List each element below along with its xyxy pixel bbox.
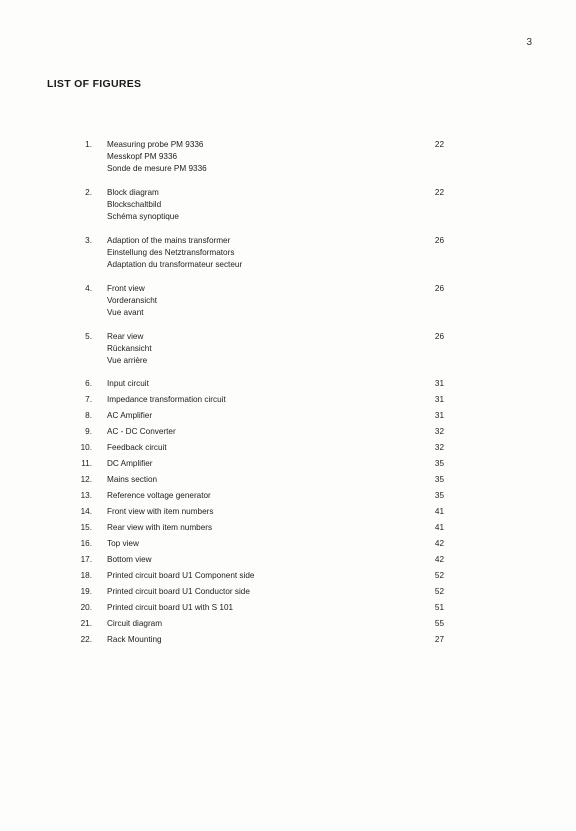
figure-caption-line: Vue avant [107, 308, 144, 317]
figure-caption-line: Measuring probe PM 9336 [107, 140, 204, 149]
figure-caption [107, 235, 407, 271]
figure-page-number: 26 [434, 284, 444, 293]
figure-caption [107, 426, 407, 438]
figure-caption [107, 570, 407, 582]
figure-page-number: 52 [434, 587, 444, 596]
figure-page-number: 32 [434, 443, 444, 452]
figure-page-number: 32 [434, 427, 444, 436]
figure-caption [107, 458, 407, 470]
figure-number: 8. [85, 411, 92, 420]
figure-caption-line: Front view [107, 284, 145, 293]
figure-page-number: 41 [434, 523, 444, 532]
figure-caption [107, 331, 407, 367]
figure-caption [107, 490, 407, 502]
figure-caption-line: Vue arrière [107, 356, 148, 365]
figure-caption [107, 410, 407, 422]
figure-caption-line: Impedance transformation circuit [107, 395, 226, 404]
figure-caption-line: Circuit diagram [107, 619, 163, 628]
figure-caption-line: Vorderansicht [107, 296, 158, 305]
figure-number: 16. [80, 539, 92, 548]
figure-page-number: 22 [434, 140, 444, 149]
figure-caption [107, 187, 407, 223]
figure-number: 4. [85, 284, 92, 293]
figure-caption-line: Einstellung des Netztransformators [107, 248, 235, 257]
figure-caption-line: Blockschaltbild [107, 200, 162, 209]
figure-caption-line: Block diagram [107, 188, 159, 197]
figure-page-number: 26 [434, 236, 444, 245]
figure-caption-line: AC - DC Converter [107, 427, 176, 436]
figure-page-number: 31 [434, 379, 444, 388]
figure-number: 7. [85, 395, 92, 404]
figure-number: 12. [80, 475, 92, 484]
figure-caption-line: Schéma synoptique [107, 212, 179, 221]
figure-caption [107, 618, 407, 630]
figure-number: 20. [80, 603, 92, 612]
figure-number: 11. [81, 459, 92, 468]
figure-caption-line: Printed circuit board U1 Conductor side [107, 587, 250, 596]
figure-caption [107, 586, 407, 598]
figure-page-number: 31 [434, 395, 444, 404]
figure-caption-line: Printed circuit board U1 Component side [107, 571, 255, 580]
figure-number: 5. [85, 332, 92, 341]
figure-caption-line: Rear view [107, 332, 144, 341]
figure-page-number: 26 [434, 332, 444, 341]
figure-caption-line: Mains section [107, 475, 158, 484]
figure-caption-line: Rear view with item numbers [107, 523, 213, 532]
figure-number: 19. [80, 587, 92, 596]
figure-number: 15. [80, 523, 92, 532]
figure-caption [107, 139, 407, 175]
figure-number: 14. [80, 507, 92, 516]
figure-number: 21. [80, 619, 92, 628]
page-number: 3 [526, 37, 532, 48]
figure-caption [107, 378, 407, 390]
figure-caption-line: Input circuit [107, 379, 149, 388]
figure-number: 9. [85, 427, 92, 436]
figure-caption-line: AC Amplifier [107, 411, 153, 420]
figure-caption-line: Reference voltage generator [107, 491, 211, 500]
figure-page-number: 35 [434, 491, 444, 500]
figure-caption [107, 554, 407, 566]
figure-caption-line: Messkopf PM 9336 [107, 152, 178, 161]
figure-page-number: 51 [434, 603, 444, 612]
figure-caption [107, 506, 407, 518]
figure-number: 18. [80, 571, 92, 580]
figure-page-number: 27 [434, 635, 444, 644]
figure-caption-line: Printed circuit board U1 with S 101 [107, 603, 234, 612]
figure-caption [107, 634, 407, 646]
figure-number: 6. [85, 379, 92, 388]
figure-number: 2. [85, 188, 92, 197]
figure-number: 10. [80, 443, 92, 452]
figure-page-number: 55 [434, 619, 444, 628]
figure-page-number: 41 [434, 507, 444, 516]
figure-caption [107, 283, 407, 319]
figure-caption-line: Front view with item numbers [107, 507, 214, 516]
figure-caption [107, 602, 407, 614]
figure-caption-line: Rückansicht [107, 344, 152, 353]
figure-page-number: 42 [434, 555, 444, 564]
figure-caption-line: DC Amplifier [107, 459, 153, 468]
figure-number: 3. [85, 236, 92, 245]
figure-page-number: 35 [434, 475, 444, 484]
figure-page-number: 35 [434, 459, 444, 468]
figure-caption-line: Sonde de mesure PM 9336 [107, 164, 207, 173]
figure-caption [107, 474, 407, 486]
figure-caption-line: Bottom view [107, 555, 152, 564]
figure-number: 17. [80, 555, 92, 564]
page-title: LIST OF FIGURES [47, 78, 142, 90]
figure-number: 22. [80, 635, 92, 644]
figure-page-number: 22 [434, 188, 444, 197]
figure-caption-line: Adaptation du transformateur secteur [107, 260, 243, 269]
figure-caption-line: Top view [107, 539, 139, 548]
figure-caption [107, 394, 407, 406]
figure-caption [107, 538, 407, 550]
figure-page-number: 42 [434, 539, 444, 548]
figure-caption-line: Adaption of the mains transformer [107, 236, 231, 245]
figure-caption [107, 442, 407, 454]
figure-caption-line: Rack Mounting [107, 635, 162, 644]
figure-number: 13. [80, 491, 92, 500]
figure-caption [107, 522, 407, 534]
figure-page-number: 52 [434, 571, 444, 580]
figure-caption-line: Feedback circuit [107, 443, 167, 452]
figure-page-number: 31 [434, 411, 444, 420]
figure-number: 1. [85, 140, 92, 149]
